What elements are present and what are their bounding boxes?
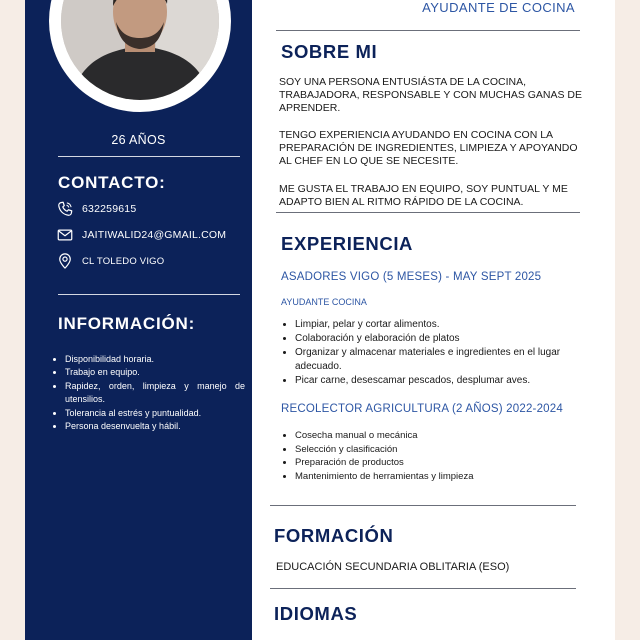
- contact-phone: [56, 200, 136, 218]
- list-item: • Preparación de productos: [295, 456, 595, 470]
- profile-photo: [61, 0, 219, 100]
- list-item: • Trabajo en equipo.: [65, 366, 245, 379]
- job-title: AYUDANTE DE COCINA: [422, 0, 575, 15]
- sidebar-divider: [58, 294, 240, 295]
- task-list: [281, 318, 595, 388]
- section-divider: [276, 212, 580, 213]
- task-list: [281, 429, 595, 483]
- experience-title: EXPERIENCIA: [281, 233, 414, 254]
- section-divider: [270, 505, 576, 506]
- location-pin-icon: [56, 252, 74, 270]
- phone-text: 632259615: [82, 203, 137, 215]
- list-item: • Persona desenvuelta y hábil.: [65, 420, 245, 433]
- contact-address: [56, 252, 164, 270]
- info-list: [53, 353, 245, 433]
- about-paragraph: SOY UNA PERSONA ENTUSIÁSTA DE LA COCINA, TRABAJADORA, RESPONSABLE Y CON MUCHAS GANAS DE APRENDER.: [279, 76, 583, 114]
- job-heading: RECOLECTOR AGRICULTURA (2 AÑOS) 2022-2024: [281, 403, 563, 415]
- info-title: INFORMACIÓN:: [58, 314, 196, 333]
- about-paragraph: TENGO EXPERIENCIA AYUDANDO EN COCINA CON LA PREPARACIÓN DE INGREDIENTES, LIMPIEZA Y APOYANDO AL CHEF EN LO QUE SE NECESITE.: [279, 129, 578, 167]
- list-item: • Colaboración y elaboración de platos: [295, 332, 595, 346]
- contact-title: CONTACTO:: [58, 173, 166, 192]
- sidebar: [25, 0, 252, 640]
- contact-email: [56, 226, 226, 244]
- profile-photo-frame: [49, 0, 231, 112]
- job-role: AYUDANTE COCINA: [281, 297, 367, 307]
- list-item: • Rapidez, orden, limpieza y manejo de utensilios.: [65, 380, 245, 407]
- phone-icon: [56, 200, 74, 218]
- education-title: FORMACIÓN: [274, 525, 394, 546]
- mail-icon: [56, 226, 74, 244]
- sidebar-divider: [58, 156, 240, 157]
- list-item: • Organizar y almacenar materiales e ingredientes en el lugar adecuado.: [295, 346, 595, 374]
- education-item: EDUCACIÓN SECUNDARIA OBLITARIA (ESO): [276, 561, 510, 573]
- list-item: • Tolerancia al estrés y puntualidad.: [65, 407, 245, 420]
- list-item: • Selección y clasificación: [295, 443, 595, 457]
- job-heading: ASADORES VIGO (5 MESES) - MAY SEPT 2025: [281, 271, 542, 283]
- languages-title: IDIOMAS: [274, 603, 358, 624]
- list-item: • Mantenimiento de herramientas y limpieza: [295, 470, 595, 484]
- list-item: • Cosecha manual o mecánica: [295, 429, 595, 443]
- section-divider: [276, 30, 580, 31]
- address-text: CL TOLEDO VIGO: [82, 255, 165, 267]
- about-paragraph: ME GUSTA EL TRABAJO EN EQUIPO, SOY PUNTUAL Y ME ADAPTO BIEN AL RITMO RÁPIDO DE LA COCINA.: [279, 183, 568, 208]
- list-item: • Picar carne, desescamar pescados, desplumar aves.: [295, 374, 595, 388]
- about-title: SOBRE MI: [281, 41, 378, 62]
- email-text: JAITIWALID24@GMAIL.COM: [82, 229, 227, 241]
- list-item: • Disponibilidad horaria.: [65, 353, 245, 366]
- age: 26 AÑOS: [111, 133, 166, 147]
- main-content: [252, 0, 615, 640]
- section-divider: [270, 588, 576, 589]
- profile-photo-image: [61, 0, 219, 100]
- list-item: • Limpiar, pelar y cortar alimentos.: [295, 318, 595, 332]
